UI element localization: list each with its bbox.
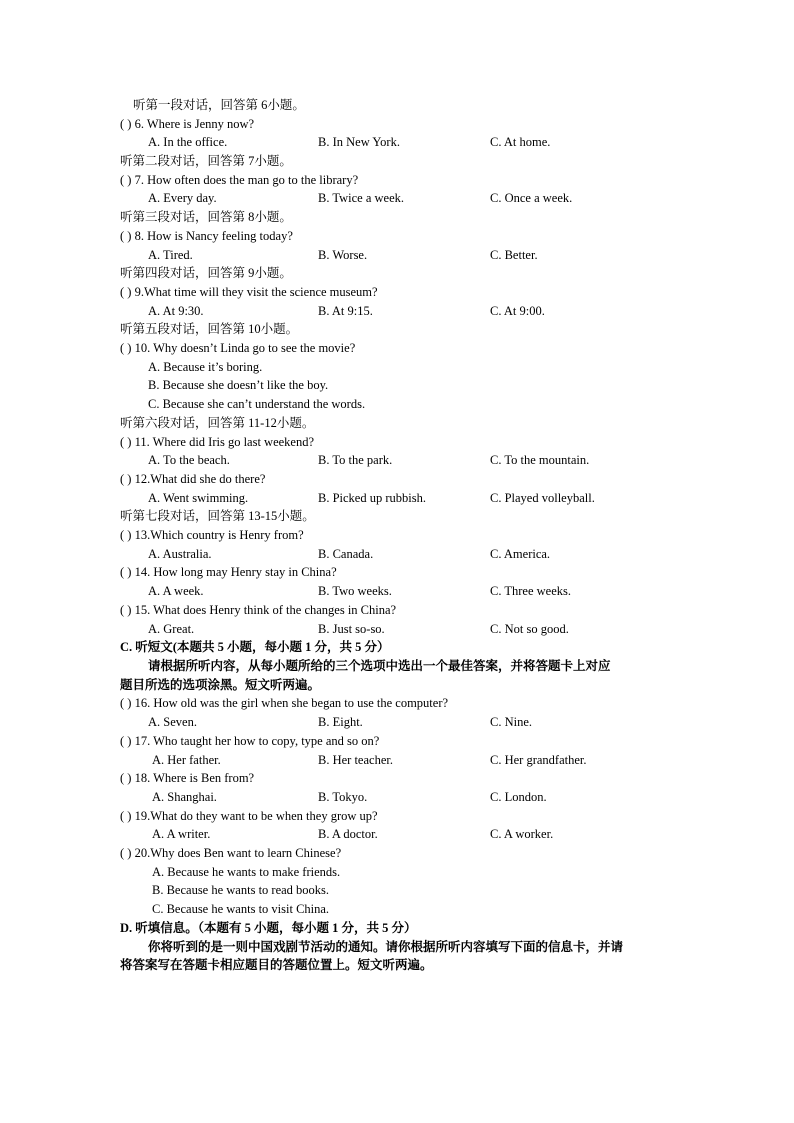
options-row-18 [0, 789, 794, 807]
option-18-a[interactable]: A. Shanghai. [152, 790, 217, 804]
section-instruction: 你将听到的是一则中国戏剧节活动的通知。请你根据所听内容填写下面的信息卡，并请 [148, 940, 624, 954]
question-9: ( ) 9.What time will they visit the science museum? [120, 285, 378, 299]
options-row-14 [0, 583, 794, 601]
options-row-15 [0, 621, 794, 639]
option-7-a[interactable]: A. Every day. [148, 191, 217, 205]
section-title: D. 听填信息。（本题有 5 小题，每小题 1 分，共 5 分） [120, 921, 417, 935]
question-18: ( ) 18. Where is Ben from? [120, 771, 255, 785]
options-row-8 [0, 247, 794, 265]
question-8: ( ) 8. How is Nancy feeling today? [120, 229, 293, 243]
option-12-b[interactable]: B. Picked up rubbish. [318, 491, 426, 505]
question-13: ( ) 13.Which country is Henry from? [120, 528, 304, 542]
section-instruction: 请根据所听内容，从每小题所给的三个选项中选出一个最佳答案，并将答题卡上对应 [148, 659, 611, 673]
option-12-a[interactable]: A. Went swimming. [148, 491, 249, 505]
question-20: ( ) 20.Why does Ben want to learn Chinese? [120, 846, 342, 860]
option-9-b[interactable]: B. At 9:15. [318, 304, 373, 318]
option-18-b[interactable]: B. Tokyo. [318, 790, 368, 804]
listening-heading: 听第五段对话，回答第 10小题。 [120, 322, 299, 336]
option-8-a[interactable]: A. Tired. [148, 248, 193, 262]
option-13-c[interactable]: C. America. [490, 547, 551, 561]
question-6: ( ) 6. Where is Jenny now? [120, 117, 255, 131]
option-15-a[interactable]: A. Great. [148, 622, 195, 636]
option-17-c[interactable]: C. Her grandfather. [490, 753, 587, 767]
option-13-b[interactable]: B. Canada. [318, 547, 374, 561]
question-11: ( ) 11. Where did Iris go last weekend? [120, 435, 315, 449]
option-16-b[interactable]: B. Eight. [318, 715, 363, 729]
options-row-19 [0, 826, 794, 844]
option-14-b[interactable]: B. Two weeks. [318, 584, 392, 598]
option-6-c[interactable]: C. At home. [490, 135, 551, 149]
options-row-6 [0, 134, 794, 152]
option-20-a[interactable]: A. Because he wants to make friends. [152, 865, 341, 879]
option-11-c[interactable]: C. To the mountain. [490, 453, 590, 467]
question-19: ( ) 19.What do they want to be when they grow up? [120, 809, 378, 823]
listening-heading: 听第一段对话，回答第 6小题。 [133, 98, 305, 112]
question-10: ( ) 10. Why doesn’t Linda go to see the movie? [120, 341, 356, 355]
question-17: ( ) 17. Who taught her how to copy, type and so on? [120, 734, 380, 748]
option-14-a[interactable]: A. A week. [148, 584, 204, 598]
option-15-c[interactable]: C. Not so good. [490, 622, 569, 636]
option-7-c[interactable]: C. Once a week. [490, 191, 573, 205]
listening-heading: 听第七段对话，回答第 13-15小题。 [120, 509, 315, 523]
option-8-c[interactable]: C. Better. [490, 248, 538, 262]
option-11-a[interactable]: A. To the beach. [148, 453, 230, 467]
options-row-9 [0, 303, 794, 321]
option-6-b[interactable]: B. In New York. [318, 135, 400, 149]
option-12-c[interactable]: C. Played volleyball. [490, 491, 595, 505]
option-9-a[interactable]: A. At 9:30. [148, 304, 204, 318]
option-9-c[interactable]: C. At 9:00. [490, 304, 545, 318]
options-row-11 [0, 452, 794, 470]
option-10-c[interactable]: C. Because she can’t understand the words. [148, 397, 366, 411]
question-12: ( ) 12.What did she do there? [120, 472, 266, 486]
options-row-16 [0, 714, 794, 732]
option-19-b[interactable]: B. A doctor. [318, 827, 378, 841]
question-15: ( ) 15. What does Henry think of the changes in China? [120, 603, 397, 617]
options-row-12 [0, 490, 794, 508]
option-11-b[interactable]: B. To the park. [318, 453, 393, 467]
option-16-c[interactable]: C. Nine. [490, 715, 533, 729]
question-7: ( ) 7. How often does the man go to the library? [120, 173, 359, 187]
question-14: ( ) 14. How long may Henry stay in China? [120, 565, 337, 579]
option-10-b[interactable]: B. Because she doesn’t like the boy. [148, 378, 329, 392]
option-19-a[interactable]: A. A writer. [152, 827, 211, 841]
options-row-13 [0, 546, 794, 564]
section-title: C. 听短文(本题共 5 小题，每小题 1 分，共 5 分） [120, 640, 390, 654]
section-instruction-cont: 将答案写在答题卡相应题目的答题位置上。短文听两遍。 [120, 958, 433, 972]
options-row-17 [0, 752, 794, 770]
option-20-b[interactable]: B. Because he wants to read books. [152, 883, 330, 897]
option-8-b[interactable]: B. Worse. [318, 248, 368, 262]
question-16: ( ) 16. How old was the girl when she began to use the computer? [120, 696, 449, 710]
option-17-b[interactable]: B. Her teacher. [318, 753, 393, 767]
option-10-a[interactable]: A. Because it’s boring. [148, 360, 263, 374]
listening-heading: 听第二段对话，回答第 7小题。 [120, 154, 292, 168]
option-13-a[interactable]: A. Australia. [148, 547, 212, 561]
option-16-a[interactable]: A. Seven. [148, 715, 197, 729]
option-7-b[interactable]: B. Twice a week. [318, 191, 405, 205]
option-14-c[interactable]: C. Three weeks. [490, 584, 571, 598]
option-18-c[interactable]: C. London. [490, 790, 547, 804]
option-19-c[interactable]: C. A worker. [490, 827, 554, 841]
listening-heading: 听第四段对话，回答第 9小题。 [120, 266, 292, 280]
option-20-c[interactable]: C. Because he wants to visit China. [152, 902, 330, 916]
option-15-b[interactable]: B. Just so-so. [318, 622, 385, 636]
listening-heading: 听第三段对话，回答第 8小题。 [120, 210, 292, 224]
section-instruction-cont: 题目所选的选项涂黑。短文听两遍。 [120, 678, 321, 692]
listening-heading: 听第六段对话，回答第 11-12小题。 [120, 416, 315, 430]
option-6-a[interactable]: A. In the office. [148, 135, 228, 149]
option-17-a[interactable]: A. Her father. [152, 753, 221, 767]
options-row-7 [0, 190, 794, 208]
